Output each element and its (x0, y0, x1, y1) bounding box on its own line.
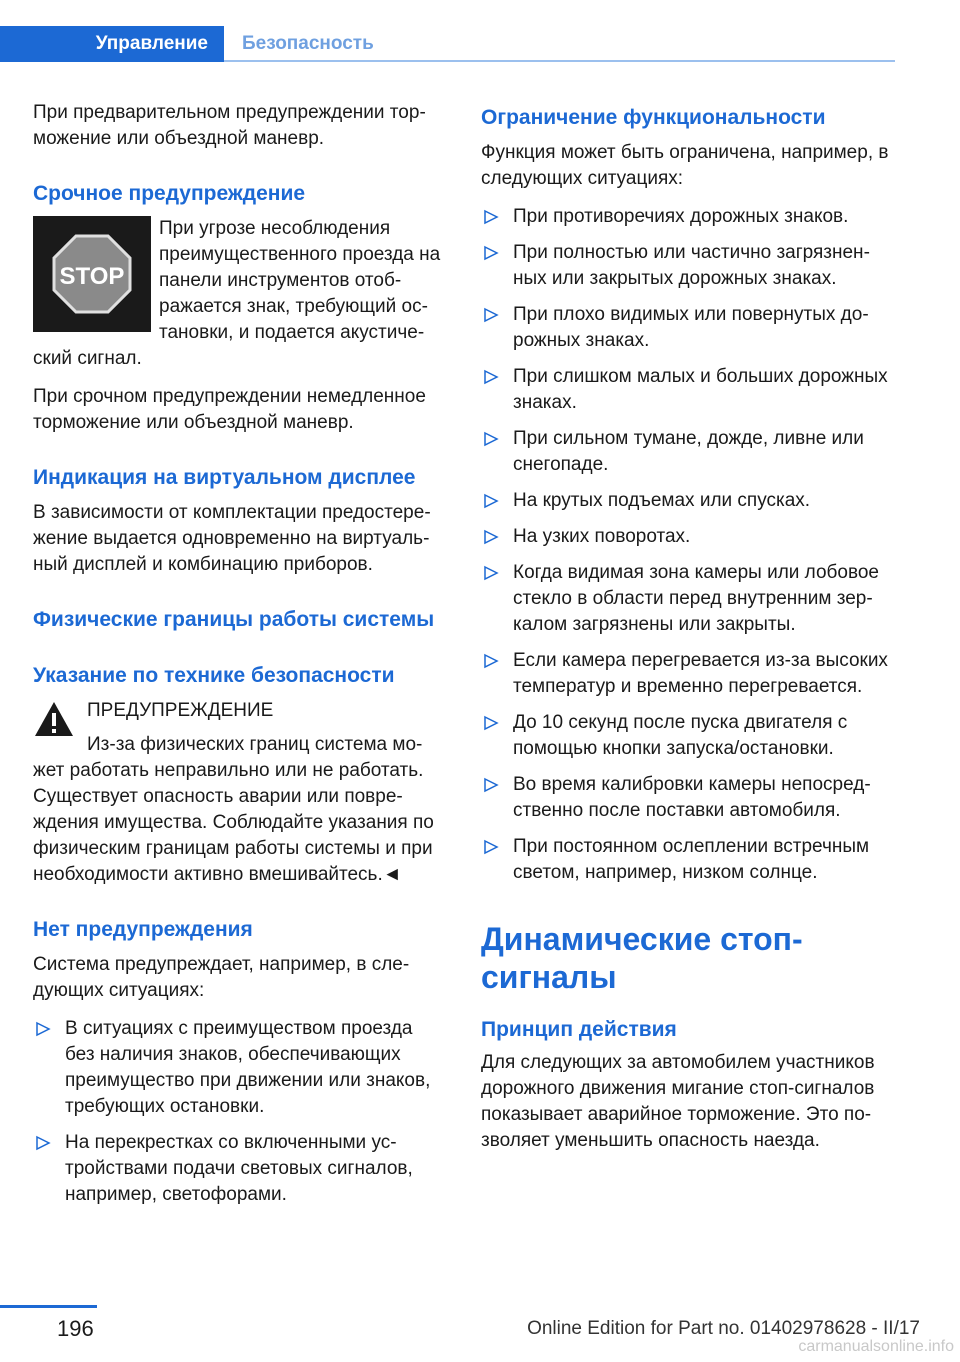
bullet-triangle-icon (483, 493, 499, 509)
warning-title: ПРЕДУПРЕЖДЕНИЕ (87, 700, 274, 721)
stop-sign-text: STOP (59, 263, 125, 290)
heading-operating-principle: Принцип действия (481, 1018, 677, 1041)
list-item: При сильном тумане, дожде, ливне или снегопаде. (481, 426, 895, 478)
urgent-warning-text-2: При срочном предупреждении немедленное торможение или объездной маневр. (33, 386, 426, 433)
heading-virtual-display: Индикация на виртуальном дисплее (33, 466, 416, 489)
tab-safety[interactable]: Безопасность (242, 33, 374, 54)
urgent-warning-text: При угрозе несоблюдения преимущественного проезда на панели инструментов отображается знак, требующий остановки, и подается акустический сигнал. (33, 218, 441, 369)
list-item: При плохо видимых или повернутых дорожных знаках. (481, 302, 895, 354)
heading-physical-limits: Физические границы работы системы (33, 608, 435, 631)
principle-text: Для следующих за автомобилем участников дорожного движения мигание стоп-сигналов показывает аварийное торможение. Это позволяет уменьшить опасность наезда. (481, 1052, 875, 1151)
bullet-triangle-icon (483, 715, 499, 731)
header-bar (0, 0, 895, 62)
heading-no-warning: Нет предупреждения (33, 918, 253, 941)
bullet-triangle-icon (483, 369, 499, 385)
left-column (33, 100, 445, 1218)
list-item: При противоречиях дорожных знаков. (481, 204, 895, 230)
right-column (481, 100, 895, 1166)
bullet-triangle-icon (483, 839, 499, 855)
bullet-triangle-icon (483, 245, 499, 261)
bullet-triangle-icon (483, 307, 499, 323)
bullet-triangle-icon (483, 529, 499, 545)
intro-text: При предварительном предупреждении торможение или объездной маневр. (33, 102, 426, 149)
list-item: При постоянном ослеплении встречным светом, например, низком солнце. (481, 834, 895, 886)
list-item: Если камера перегревается из-за высоких температур и временно перегревается. (481, 648, 895, 700)
bullet-triangle-icon (35, 1135, 51, 1151)
bullet-triangle-icon (483, 653, 499, 669)
list-item: Во время калибровки камеры непосредственно после поставки автомобиля. (481, 772, 895, 824)
footer-rule (0, 1305, 97, 1308)
list-item: При слишком малых и больших дорожных знаках. (481, 364, 895, 416)
no-warning-list (33, 1016, 445, 1208)
list-item: На перекрестках со включенными устройствами подачи световых сигналов, например, светофорами. (33, 1130, 445, 1208)
limitations-list (481, 204, 895, 886)
bullet-triangle-icon (35, 1021, 51, 1037)
tab-controls[interactable]: Управление (0, 26, 224, 62)
limitations-text: Функция может быть ограничена, например, в следующих ситуациях: (481, 142, 889, 189)
heading-dynamic-brake-lights: Динамические стоп-сигналы (481, 921, 803, 995)
edition-text: Online Edition for Part no. 01402978628 - II/17 (527, 1318, 920, 1339)
watermark: carmanualsonline.info (798, 1338, 954, 1355)
list-item: На крутых подъемах или спусках. (481, 488, 895, 514)
no-warning-text: Система предупреждает, например, в следующих ситуациях: (33, 954, 410, 1001)
heading-limitations: Ограничение функциональности (481, 106, 826, 129)
bullet-triangle-icon (483, 777, 499, 793)
page-number: 196 (57, 1316, 94, 1341)
stop-sign-icon (33, 216, 151, 332)
list-item: На узких поворотах. (481, 524, 895, 550)
list-item: До 10 секунд после пуска двигателя с помощью кнопки запуска/остановки. (481, 710, 895, 762)
virtual-display-text: В зависимости от комплектации предостережение выдается одновременно на виртуальный дисплей и комбинацию приборов. (33, 502, 431, 575)
heading-urgent-warning: Срочное предупреждение (33, 182, 306, 205)
heading-safety-note: Указание по технике безопасности (33, 664, 395, 687)
warning-text: Из-за физических границ система может работать неправильно или не работать. Существует опасность аварии или повреждения имущества. Соблюдайте указания по физическим границам работы системы и при необходимости активно вмешивайтесь.◄ (33, 734, 434, 885)
bullet-triangle-icon (483, 565, 499, 581)
bullet-triangle-icon (483, 209, 499, 225)
warning-triangle-icon (33, 700, 79, 742)
list-item: При полностью или частично загрязненных или закрытых дорожных знаках. (481, 240, 895, 292)
header-rule (224, 60, 895, 62)
list-item: Когда видимая зона камеры или лобовое стекло в области перед внутренним зеркалом загрязнены или закрыты. (481, 560, 895, 638)
list-item: В ситуациях с преимуществом проезда без наличия знаков, обеспечивающих преимущество при движении или знаков, требующих остановки. (33, 1016, 445, 1120)
bullet-triangle-icon (483, 431, 499, 447)
